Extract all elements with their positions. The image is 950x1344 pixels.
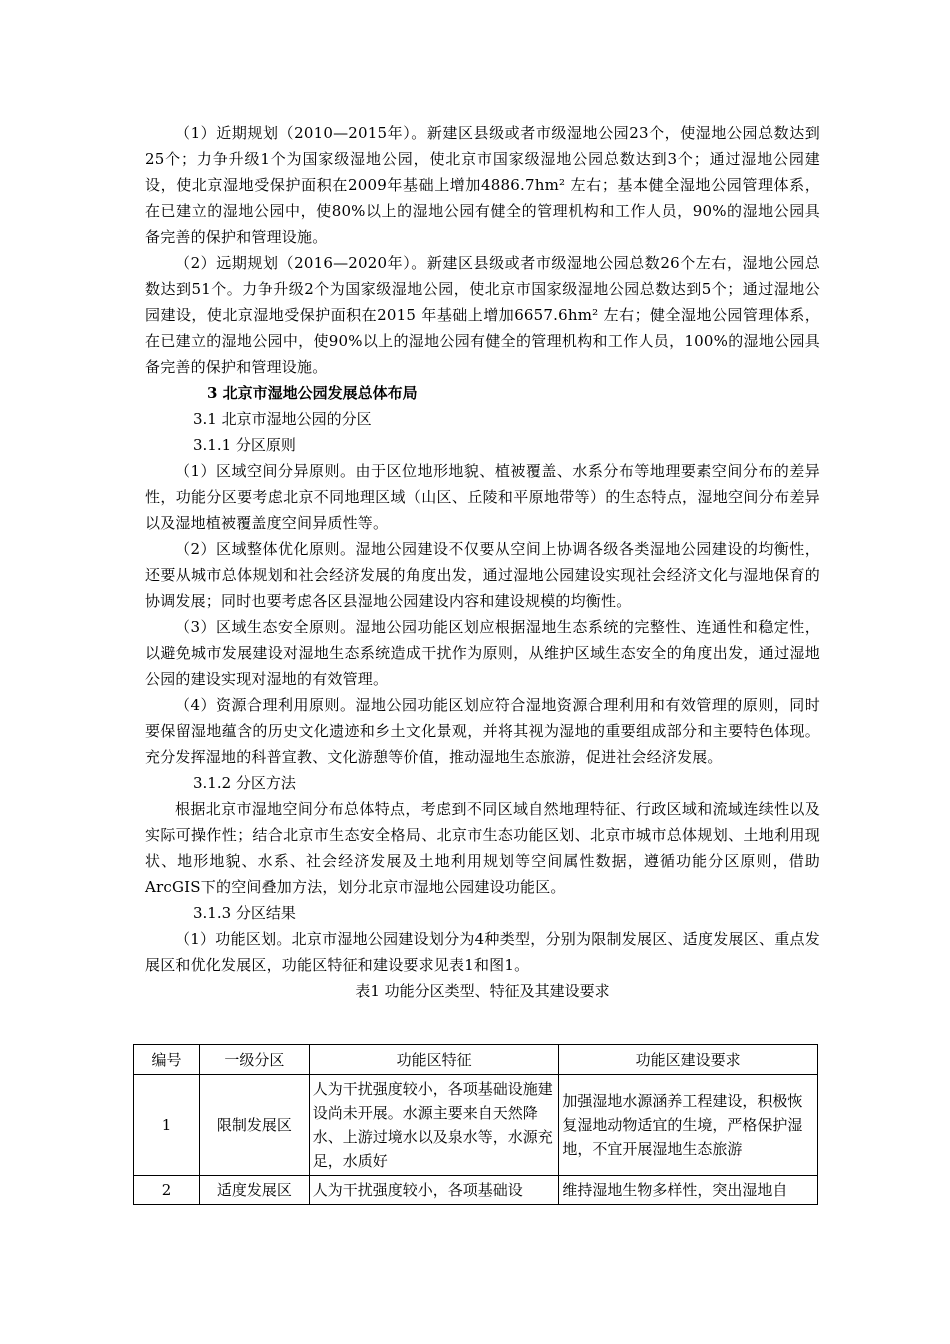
zoning-table	[133, 1044, 818, 1205]
paragraph-principle-3: （3）区域生态安全原则。湿地公园功能区划应根据湿地生态系统的完整性、连通性和稳定性，以避免城市发展建设对湿地生态系统造成干扰作为原则，从维护区域生态安全的角度出发，通过湿地公园的建设实现对湿地的有效管理。	[145, 618, 820, 688]
header-feature: 功能区特征	[309, 1045, 559, 1075]
paragraph-result: （1）功能区划。北京市湿地公园建设划分为4种类型，分别为限制发展区、适度发展区、重点发展区和优化发展区，功能区特征和建设要求见表1和图1。	[145, 930, 820, 974]
paragraph-principle-2: （2）区域整体优化原则。湿地公园建设不仅要从空间上协调各级各类湿地公园建设的均衡性，还要从城市总体规划和社会经济发展的角度出发，通过湿地公园建设实现社会经济文化与湿地保育的协调发展；同时也要考虑各区县湿地公园建设内容和建设规模的均衡性。	[145, 540, 820, 610]
section-heading-3-1-1: 3.1.1 分区原则	[193, 436, 296, 454]
document-body	[145, 120, 820, 1004]
cell-feature: 人为干扰强度较小，各项基础设	[309, 1176, 559, 1205]
table-row	[134, 1075, 818, 1176]
header-number: 编号	[134, 1045, 200, 1075]
table-caption: 表1 功能分区类型、特征及其建设要求	[355, 982, 610, 1000]
header-zone: 一级分区	[199, 1045, 309, 1075]
cell-requirement: 维持湿地生物多样性，突出湿地自	[559, 1176, 818, 1205]
section-heading-3-1-2: 3.1.2 分区方法	[193, 774, 296, 792]
paragraph-method: 根据北京市湿地空间分布总体特点，考虑到不同区域自然地理特征、行政区域和流域连续性以及实际可操作性；结合北京市生态安全格局、北京市生态功能区划、北京市城市总体规划、土地利用现状、地形地貌、水系、社会经济发展及土地利用规划等空间属性数据，遵循功能分区原则，借助ArcGIS下的空间叠加方法，划分北京市湿地公园建设功能区。	[145, 800, 820, 896]
table-row	[134, 1176, 818, 1205]
cell-requirement: 加强湿地水源涵养工程建设，积极恢复湿地动物适宜的生境，严格保护湿地，不宜开展湿地生态旅游	[559, 1075, 818, 1176]
paragraph-long-term-plan: （2）远期规划（2016—2020年）。新建区县级或者市级湿地公园总数26个左右，湿地公园总数达到51个。力争升级2个为国家级湿地公园，使北京市国家级湿地公园总数达到5个；通过湿地公园建设，使北京湿地受保护面积在2015 年基础上增加6657.6hm² 左右；健全湿地公园管理体系，在已建立的湿地公园中，使90%以上的湿地公园有健全的管理机构和工作人员，100%的湿地公园具备完善的保护和管理设施。	[145, 254, 820, 376]
table-header-row	[134, 1045, 818, 1075]
cell-number: 1	[134, 1075, 200, 1176]
section-heading-3-1: 3.1 北京市湿地公园的分区	[193, 410, 372, 428]
paragraph-near-term-plan: （1）近期规划（2010—2015年）。新建区县级或者市级湿地公园23个，使湿地公园总数达到25个；力争升级1个为国家级湿地公园，使北京市国家级湿地公园总数达到3个；通过湿地公园建设，使北京湿地受保护面积在2009年基础上增加4886.7hm² 左右；基本健全湿地公园管理体系，在已建立的湿地公园中，使80%以上的湿地公园有健全的管理机构和工作人员，90%的湿地公园具备完善的保护和管理设施。	[145, 124, 820, 246]
header-requirement: 功能区建设要求	[559, 1045, 818, 1075]
paragraph-principle-1: （1）区域空间分异原则。由于区位地形地貌、植被覆盖、水系分布等地理要素空间分布的差异性，功能分区要考虑北京不同地理区域（山区、丘陵和平原地带等）的生态特点，湿地空间分布差异以及湿地植被覆盖度空间异质性等。	[145, 462, 820, 532]
section-heading-3-1-3: 3.1.3 分区结果	[193, 904, 296, 922]
cell-feature: 人为干扰强度较小，各项基础设施建设尚未开展。水源主要来自天然降水、上游过境水以及泉水等，水源充足，水质好	[309, 1075, 559, 1176]
cell-zone: 限制发展区	[199, 1075, 309, 1176]
section-heading-3: 3 北京市湿地公园发展总体布局	[207, 384, 418, 402]
cell-zone: 适度发展区	[199, 1176, 309, 1205]
paragraph-principle-4: （4）资源合理利用原则。湿地公园功能区划应符合湿地资源合理利用和有效管理的原则，同时要保留湿地蕴含的历史文化遗迹和乡土文化景观，并将其视为湿地的重要组成部分和主要特色体现。充分发挥湿地的科普宣教、文化游憩等价值，推动湿地生态旅游，促进社会经济发展。	[145, 696, 820, 766]
cell-number: 2	[134, 1176, 200, 1205]
